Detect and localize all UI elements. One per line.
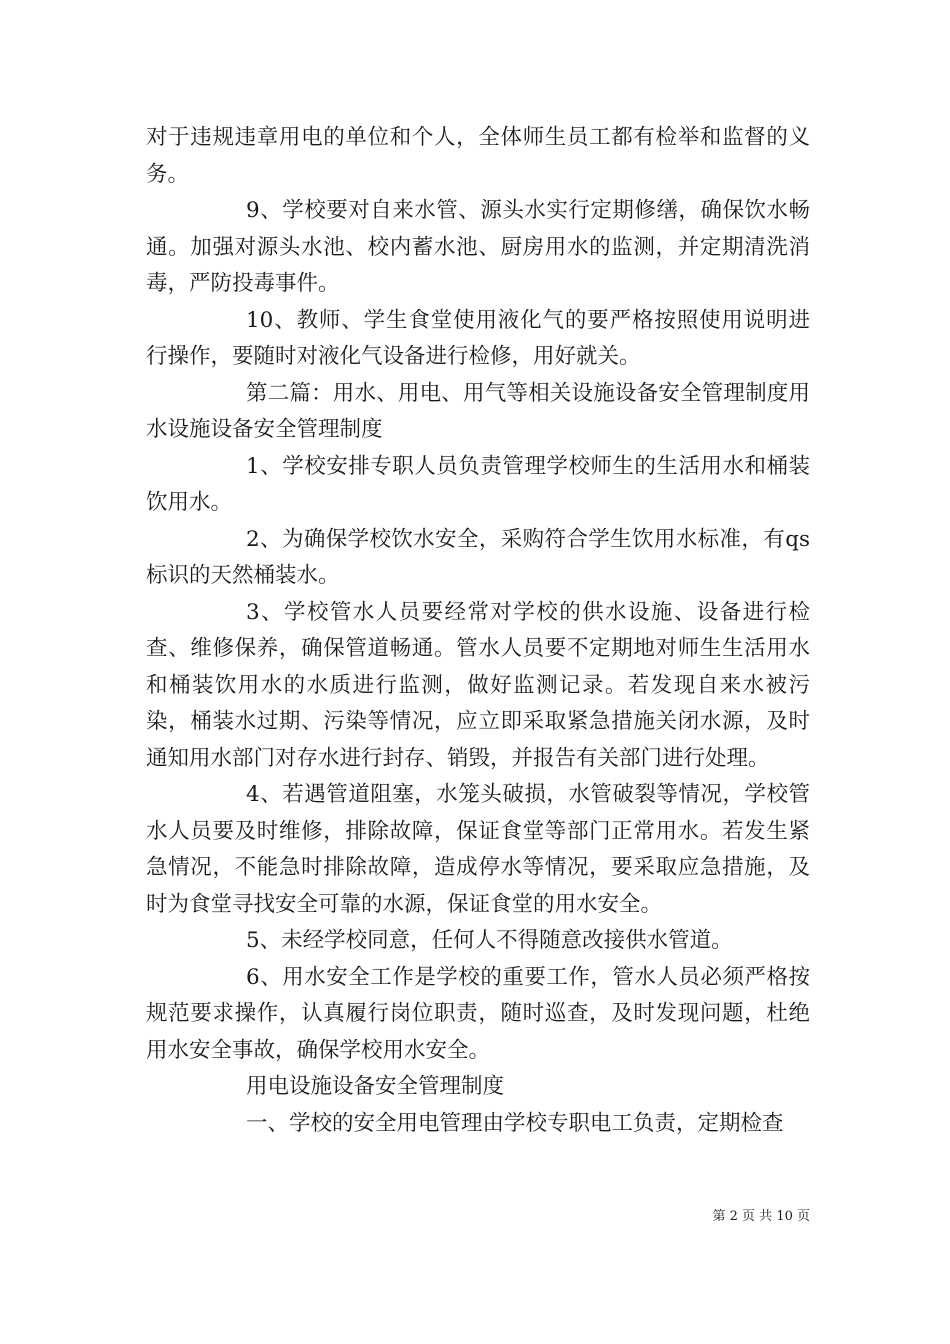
paragraph-item-9: 9、学校要对自来水管、源头水实行定期修缮，确保饮水畅通。加强对源头水池、校内蓄水池、厨房用水的监测，并定期清洗消毒，严防投毒事件。	[146, 198, 810, 296]
water-rule-4: 4、若遇管道阻塞，水笼头破损，水管破裂等情况，学校管水人员要及时维修，排除故障，保证食堂等部门正常用水。若发生紧急情况，不能急时排除故障，造成停水等情况，要采取应急措施，及时为食堂寻找安全可靠的水源，保证食堂的用水安全。	[146, 782, 810, 917]
water-rule-2: 2、为确保学校饮水安全，采购符合学生饮用水标准，有qs标识的天然桶装水。	[146, 526, 810, 588]
water-rule-1: 1、学校安排专职人员负责管理学校师生的生活用水和桶装饮用水。	[146, 453, 810, 515]
electric-rule-1: 一、学校的安全用电管理由学校专职电工负责，定期检查	[246, 1110, 784, 1136]
paragraph-item-10: 10、教师、学生食堂使用液化气的要严格按照使用说明进行操作，要随时对液化气设备进行检修，用好就关。	[146, 307, 810, 369]
paragraph-1: 对于违规违章用电的单位和个人，全体师生员工都有检举和监督的义务。	[146, 125, 810, 187]
section-heading-part-two: 第二篇：用水、用电、用气等相关设施设备安全管理制度用水设施设备安全管理制度	[146, 380, 810, 442]
water-rule-6: 6、用水安全工作是学校的重要工作，管水人员必须严格按规范要求操作，认真履行岗位职责，随时巡查，及时发现问题，杜绝用水安全事故，确保学校用水安全。	[146, 964, 810, 1063]
section-heading-electric: 用电设施设备安全管理制度	[246, 1074, 505, 1099]
page-number-footer: 第 2 页 共 10 页	[712, 1209, 810, 1224]
water-rule-5: 5、未经学校同意，任何人不得随意改接供水管道。	[246, 928, 733, 953]
document-body	[146, 120, 810, 1142]
water-rule-3: 3、学校管水人员要经常对学校的供水设施、设备进行检查、维修保养，确保管道畅通。管水人员要不定期地对师生生活用水和桶装饮用水的水质进行监测，做好监测记录。若发现自来水被污染，桶装水过期、污染等情况，应立即采取紧急措施关闭水源，及时通知用水部门对存水进行封存、销毁，并报告有关部门进行处理。	[146, 599, 810, 771]
